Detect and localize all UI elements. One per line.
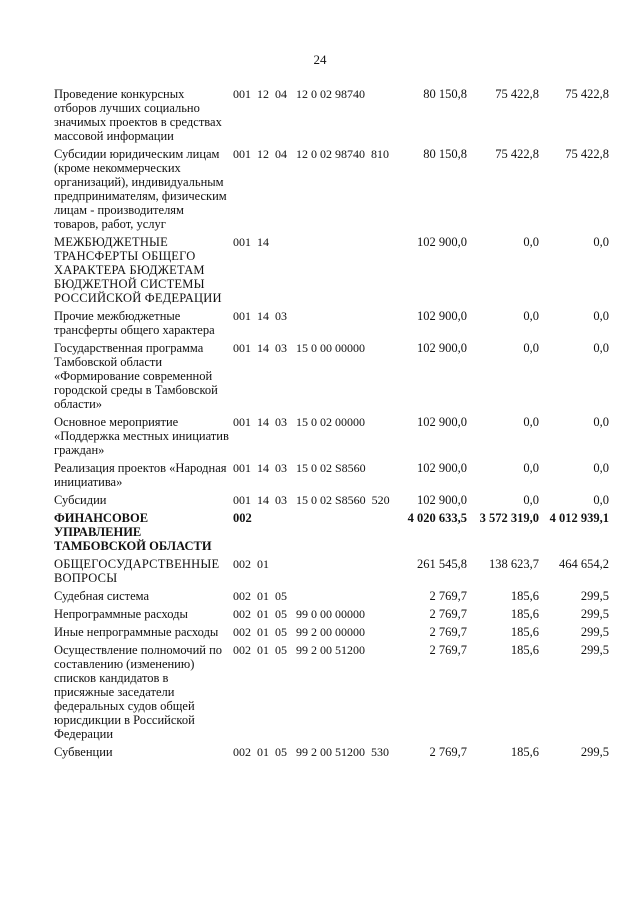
row-value-2: 185,6	[510, 607, 539, 621]
row-value-1: 261 545,8	[417, 557, 467, 571]
table-row	[0, 87, 640, 143]
row-code: 001 14 03 15 0 00 00000	[233, 341, 365, 355]
row-name: Непрограммные расходы	[54, 607, 188, 621]
row-name: ФИНАНСОВОЕ УПРАВЛЕНИЕ ТАМБОВСКОЙ ОБЛАСТИ	[54, 511, 212, 553]
row-code: 002 01 05 99 2 00 00000	[233, 625, 365, 639]
row-name: Прочие межбюджетные трансферты общего характера	[54, 309, 215, 337]
row-code: 001 14 03 15 0 02 S8560	[233, 461, 366, 475]
table-row	[0, 589, 640, 603]
row-value-1: 102 900,0	[417, 493, 467, 507]
row-value-3: 299,5	[580, 643, 609, 657]
row-value-3: 299,5	[580, 589, 609, 603]
budget-table	[0, 87, 640, 763]
row-name: Судебная система	[54, 589, 150, 603]
row-value-3: 0,0	[593, 415, 609, 429]
row-value-2: 0,0	[523, 415, 539, 429]
row-value-2: 75 422,8	[495, 147, 539, 161]
row-value-3: 299,5	[580, 607, 609, 621]
row-code: 001 14 03 15 0 02 00000	[233, 415, 365, 429]
table-row	[0, 625, 640, 639]
row-code: 002 01 05 99 0 00 00000	[233, 607, 365, 621]
row-name: Проведение конкурсных отборов лучших социально значимых проектов в средствах массовой информации	[54, 87, 222, 143]
row-value-1: 2 769,7	[429, 589, 467, 603]
row-value-1: 2 769,7	[429, 607, 467, 621]
row-value-1: 102 900,0	[417, 415, 467, 429]
table-row	[0, 643, 640, 741]
row-code: 002 01 05 99 2 00 51200 530	[233, 745, 389, 759]
row-value-3: 0,0	[593, 493, 609, 507]
row-code: 001 12 04 12 0 02 98740	[233, 87, 365, 101]
row-value-1: 2 769,7	[429, 625, 467, 639]
row-value-2: 75 422,8	[495, 87, 539, 101]
row-value-2: 0,0	[523, 309, 539, 323]
table-row	[0, 745, 640, 759]
row-value-3: 4 012 939,1	[549, 511, 609, 525]
table-row	[0, 415, 640, 457]
row-value-3: 75 422,8	[565, 147, 609, 161]
row-value-2: 185,6	[510, 589, 539, 603]
row-value-3: 0,0	[593, 235, 609, 249]
row-name: Реализация проектов «Народная инициатива»	[54, 461, 227, 489]
row-value-1: 102 900,0	[417, 461, 467, 475]
row-name: Иные непрограммные расходы	[54, 625, 219, 639]
table-row	[0, 557, 640, 585]
row-code: 002 01 05 99 2 00 51200	[233, 643, 365, 657]
row-value-3: 464 654,2	[559, 557, 609, 571]
row-code: 002	[233, 511, 252, 525]
row-value-1: 102 900,0	[417, 341, 467, 355]
row-value-3: 299,5	[580, 745, 609, 759]
row-code: 001 14 03	[233, 309, 287, 323]
row-code: 001 14 03 15 0 02 S8560 520	[233, 493, 390, 507]
row-value-2: 185,6	[510, 625, 539, 639]
row-value-2: 138 623,7	[489, 557, 539, 571]
row-value-3: 0,0	[593, 309, 609, 323]
row-name: ОБЩЕГОСУДАРСТВЕННЫЕ ВОПРОСЫ	[54, 557, 220, 585]
row-name: Субсидии	[54, 493, 107, 507]
row-value-2: 185,6	[510, 643, 539, 657]
row-value-1: 80 150,8	[423, 87, 467, 101]
row-value-2: 0,0	[523, 493, 539, 507]
row-value-2: 0,0	[523, 341, 539, 355]
table-row	[0, 147, 640, 231]
row-name: Государственная программа Тамбовской области «Формирование современной городской среды в Тамбовской области»	[54, 341, 218, 411]
row-value-2: 0,0	[523, 235, 539, 249]
row-value-1: 4 020 633,5	[407, 511, 467, 525]
table-row	[0, 235, 640, 305]
row-value-1: 2 769,7	[429, 745, 467, 759]
table-row	[0, 309, 640, 337]
row-value-3: 0,0	[593, 461, 609, 475]
row-code: 002 01 05	[233, 589, 287, 603]
table-row	[0, 461, 640, 489]
row-code: 001 14	[233, 235, 269, 249]
row-name: Основное мероприятие «Поддержка местных инициатив граждан»	[54, 415, 229, 457]
row-code: 001 12 04 12 0 02 98740 810	[233, 147, 389, 161]
page-number: 24	[313, 52, 327, 67]
table-row	[0, 607, 640, 621]
row-value-1: 2 769,7	[429, 643, 467, 657]
table-row	[0, 493, 640, 507]
row-value-2: 3 572 319,0	[479, 511, 539, 525]
row-value-3: 75 422,8	[565, 87, 609, 101]
row-value-1: 80 150,8	[423, 147, 467, 161]
table-row	[0, 511, 640, 553]
row-value-3: 299,5	[580, 625, 609, 639]
row-value-1: 102 900,0	[417, 235, 467, 249]
row-name: Субсидии юридическим лицам (кроме некоммерческих организаций), индивидуальным предпринимателям, физическим лицам - производителям товаров, работ, услуг	[54, 147, 227, 231]
row-name: Осуществление полномочий по составлению (изменению) списков кандидатов в присяжные заседатели федеральных судов общей юрисдикции в Российской Федерации	[54, 643, 223, 741]
row-value-1: 102 900,0	[417, 309, 467, 323]
row-name: МЕЖБЮДЖЕТНЫЕ ТРАНСФЕРТЫ ОБЩЕГО ХАРАКТЕРА БЮДЖЕТАМ БЮДЖЕТНОЙ СИСТЕМЫ РОССИЙСКОЙ ФЕДЕРАЦИИ	[54, 235, 222, 305]
table-row	[0, 341, 640, 411]
row-value-2: 0,0	[523, 461, 539, 475]
row-value-3: 0,0	[593, 341, 609, 355]
row-code: 002 01	[233, 557, 269, 571]
row-value-2: 185,6	[510, 745, 539, 759]
row-name: Субвенции	[54, 745, 113, 759]
